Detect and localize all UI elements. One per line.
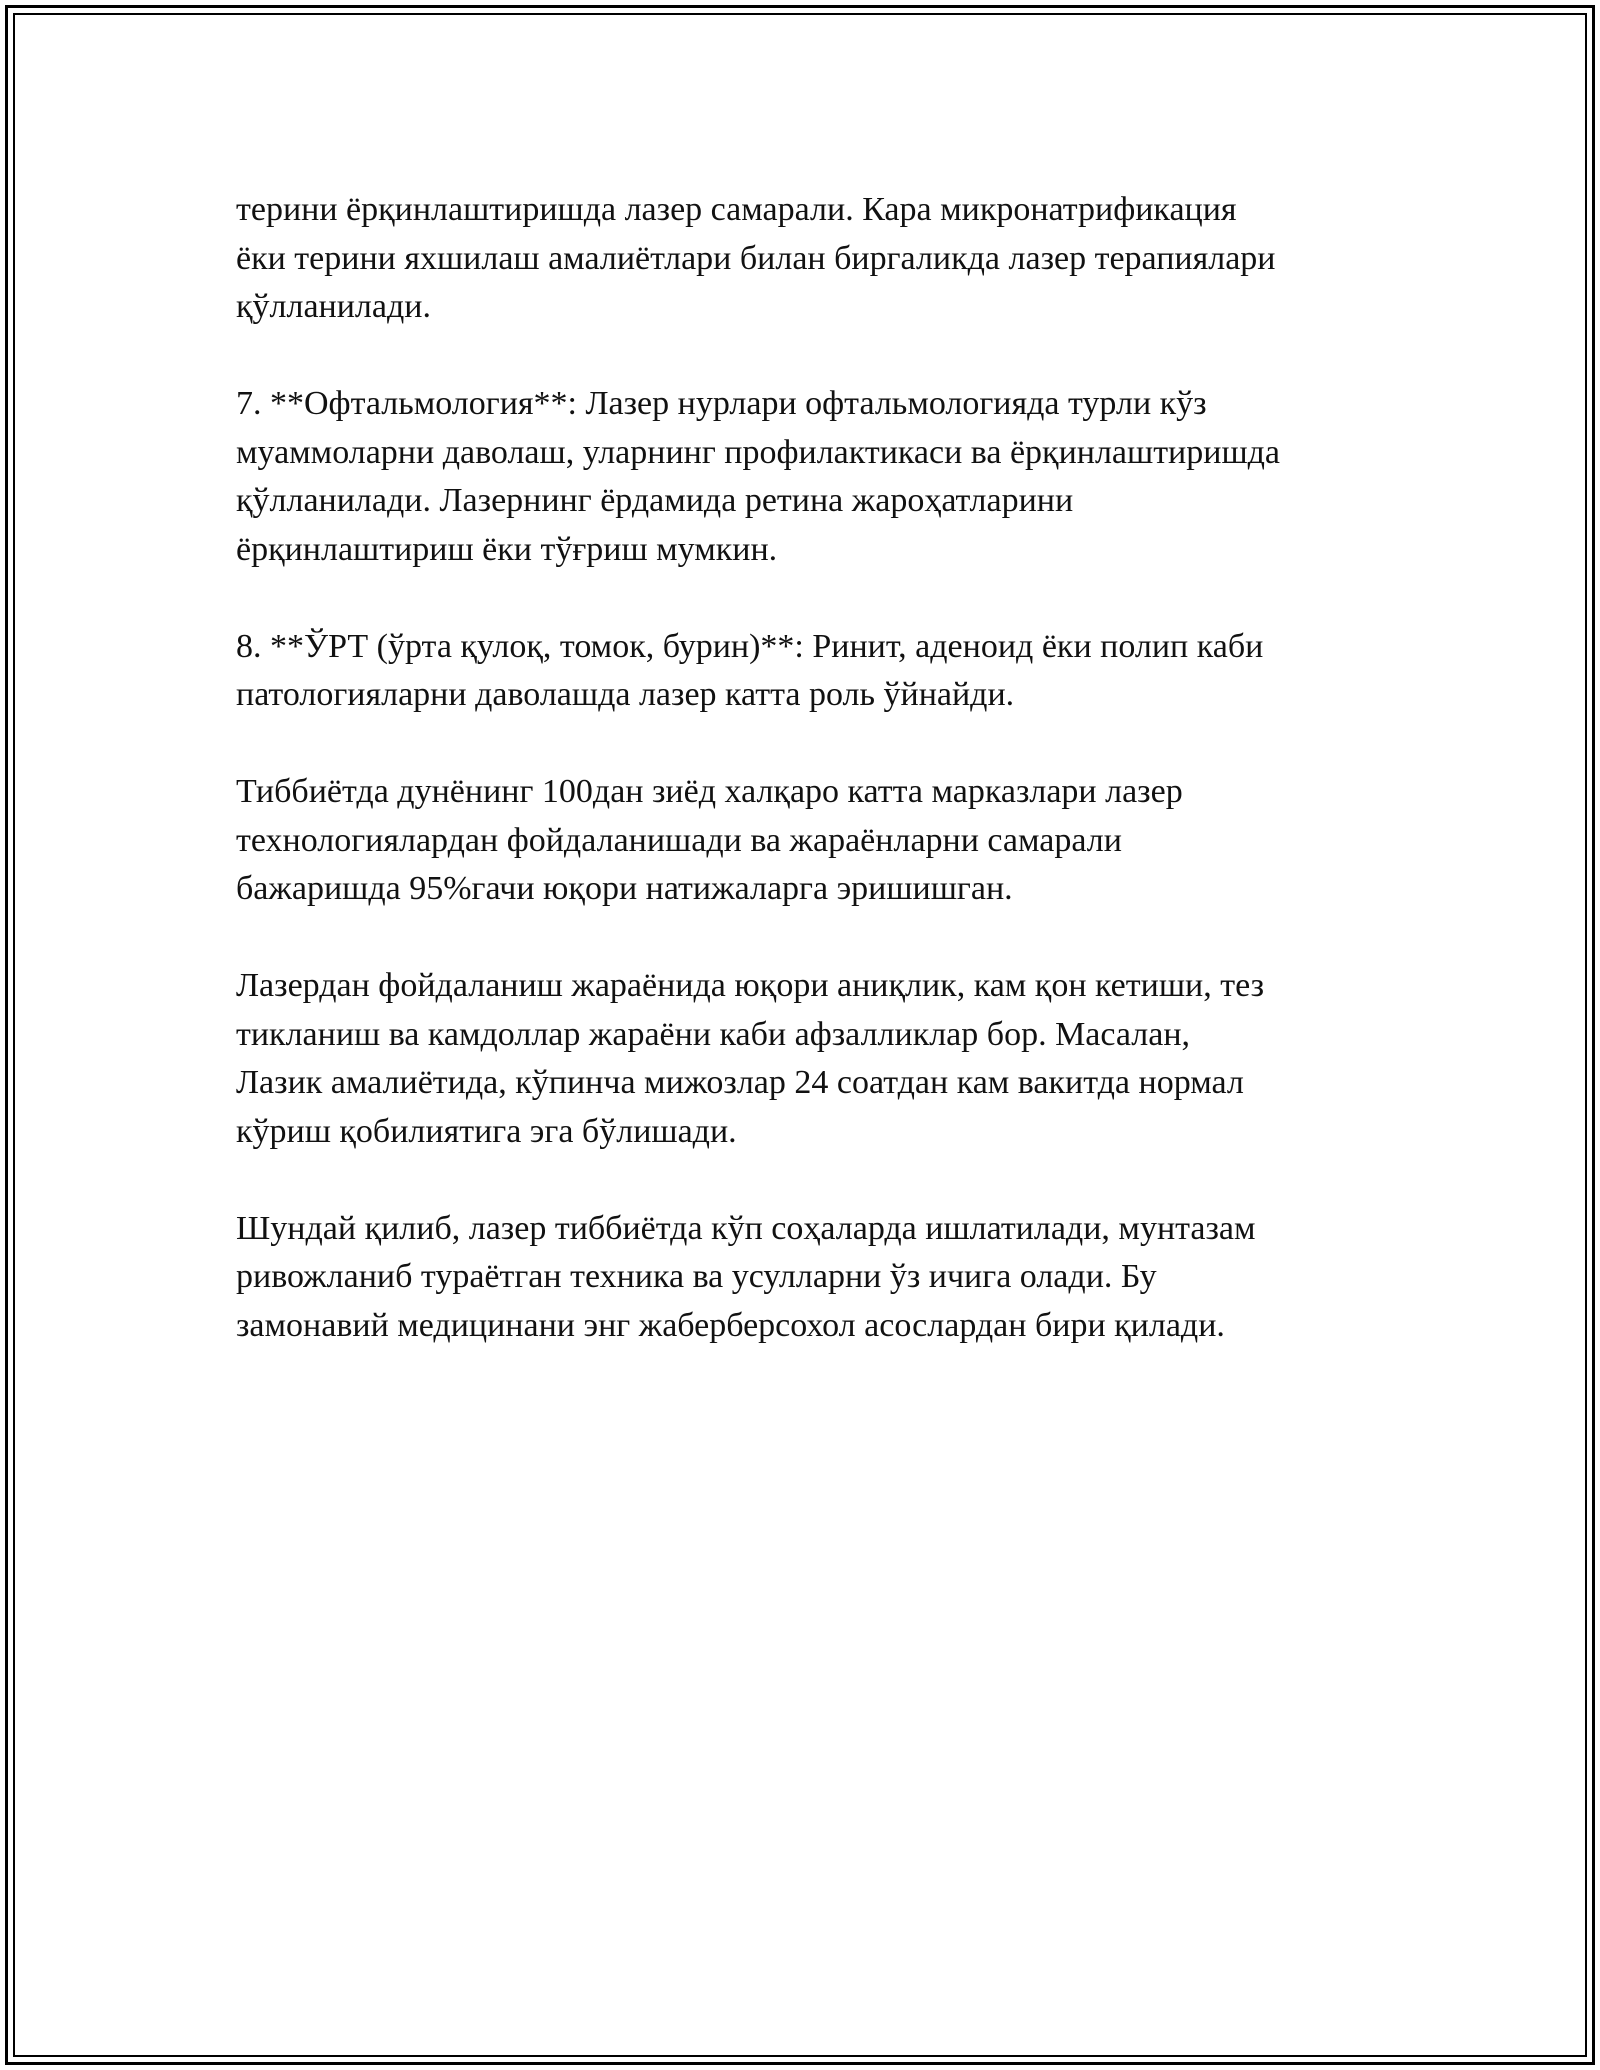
paragraph-line: Лазик амалиётида, кўпинча мижозлар 24 соатдан кам вакитда нормал xyxy=(236,1064,1244,1101)
paragraph-3 xyxy=(236,623,1416,720)
paragraph-4 xyxy=(236,768,1416,914)
paragraph-line: қўлланилади. xyxy=(236,288,431,325)
paragraph-line: ёки терини яхшилаш амалиётлари билан биргаликда лазер терапиялари xyxy=(236,239,1276,277)
paragraph-line: Лазердан фойдаланиш жараёнида юқори аниқлик, кам қон кетиши, тез xyxy=(236,967,1265,1004)
paragraph-line: Шундай қилиб, лазер тиббиётда кўп соҳаларда ишлатилади, мунтазам xyxy=(236,1209,1256,1247)
paragraph-line: замонавий медицинани энг жаберберсохол асослардан бири қилади. xyxy=(236,1306,1225,1344)
paragraph-line: технологиялардан фойдаланишади ва жараёнларни самарали xyxy=(236,821,1122,859)
paragraph-line: бажаришда 95%гачи юқори натижаларга эришишган. xyxy=(236,870,1013,907)
paragraph-line: муаммоларни даволаш, уларнинг профилактикаси ва ёрқинлаштиришда xyxy=(236,433,1281,471)
paragraph-line: кўриш қобилиятига эга бўлишади. xyxy=(236,1112,737,1150)
paragraph-line: қўлланилади. Лазернинг ёрдамида ретина жароҳатларини xyxy=(236,482,1074,519)
paragraph-6 xyxy=(236,1205,1416,1351)
paragraph-line: тикланиш ва камдоллар жараёни каби афзалликлар бор. Масалан, xyxy=(236,1015,1191,1053)
paragraph-line: ёрқинлаштириш ёки тўғриш мумкин. xyxy=(236,530,778,568)
document-body xyxy=(236,186,1416,1399)
paragraph-line: ривожланиб тураётган техника ва усулларни ўз ичига олади. Бу xyxy=(236,1258,1157,1295)
paragraph-5 xyxy=(236,962,1416,1156)
paragraph-line: терини ёрқинлаштиришда лазер самарали. Кара микронатрификация xyxy=(236,191,1237,228)
paragraph-line: 7. **Офтальмология**: Лазер нурлари офтальмологияда турли кўз xyxy=(236,385,1207,422)
paragraph-line: 8. **ЎРТ (ўрта қулоқ, томок, бурин)**: Ринит, аденоид ёки полип каби xyxy=(236,627,1264,665)
paragraph-line: патологияларни даволашда лазер катта роль ўйнайди. xyxy=(236,676,1015,713)
paragraph-line: Тиббиётда дунёнинг 100дан зиёд халқаро катта марказлари лазер xyxy=(236,773,1183,810)
paragraph-1 xyxy=(236,186,1416,332)
paragraph-2 xyxy=(236,380,1416,574)
